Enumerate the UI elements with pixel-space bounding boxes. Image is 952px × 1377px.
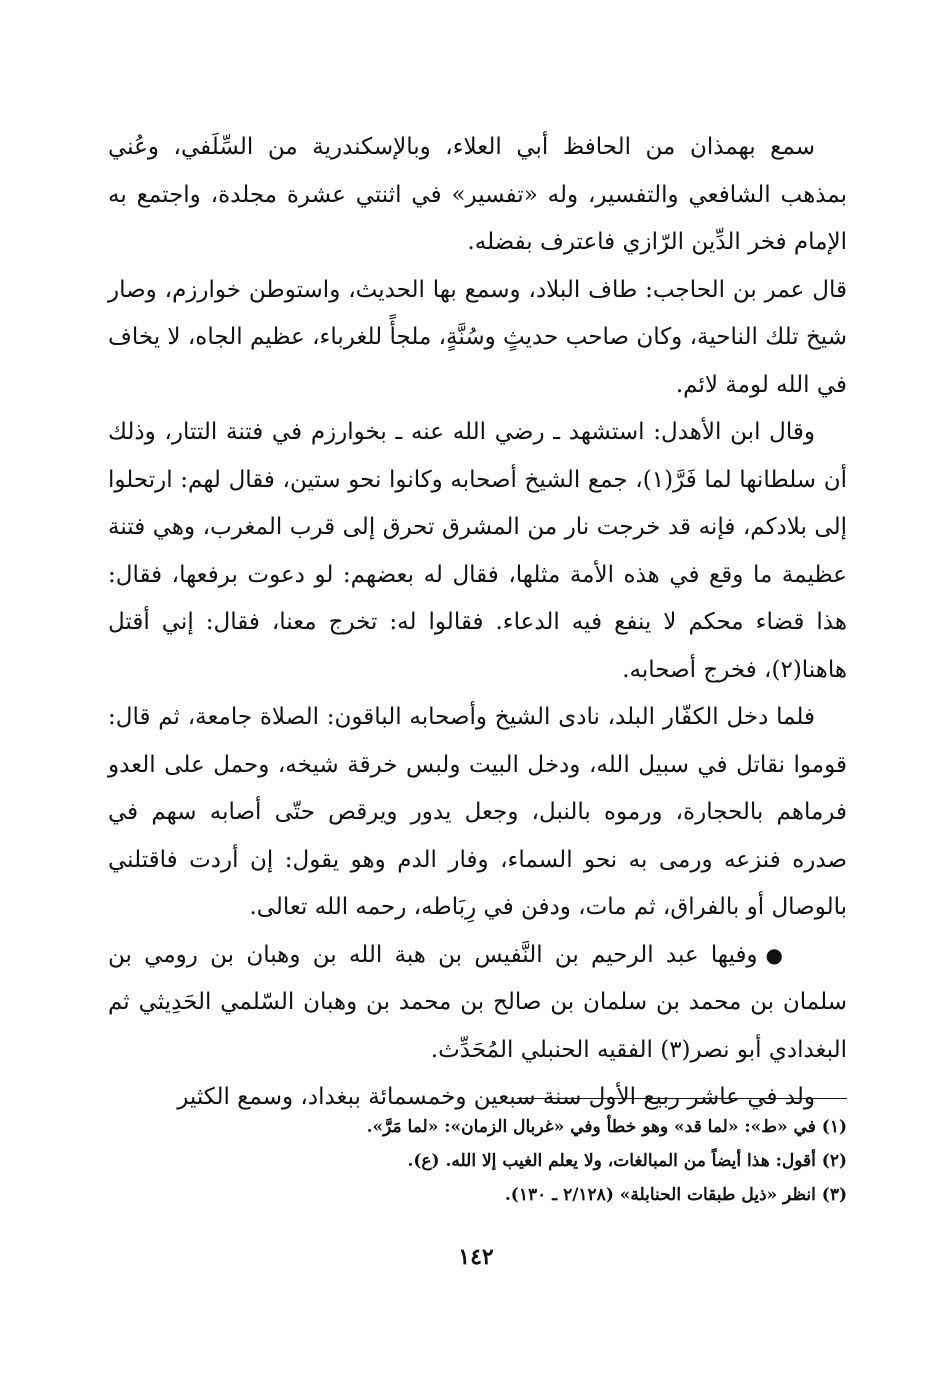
footnote-divider (517, 1098, 847, 1099)
paragraph-6: ولد في عاشر ربيع الأول سنة سبعين وخمسمائة ببغداد، وسمع الكثير (177, 1084, 815, 1110)
footnote-2: (٢) أقول: هذا أيضاً من المبالغات، ولا يعلم الغيب إلا الله. (ع). (407, 1151, 847, 1171)
paragraph-5 (108, 932, 847, 1075)
footnotes (108, 1110, 847, 1212)
paragraph-5-text: وفيها عبد الرحيم بن النَّفيس بن هبة الله بن وهبان بن رومي بن سلمان بن محمد بن سلمان بن صالح بن محمد بن وهبان السّلمي الحَدِيثي ثم البغدادي أبو نصر(٣) الفقيه الحنبلي المُحَدِّث. (108, 941, 847, 1063)
footnote-3: (٣) انظر «ذيل طبقات الحنابلة» (٢/١٢٨ ـ ١٣٠). (504, 1185, 847, 1205)
main-text (108, 124, 847, 1122)
paragraph-2: قال عمر بن الحاجب: طاف البلاد، وسمع بها الحديث، واستوطن خوارزم، وصار شيخ تلك الناحية، وكان صاحب حديثٍ وسُنَّةٍ، ملجأً للغرباء، عظيم الجاه، لا يخاف في الله لومة لائم. (108, 276, 847, 398)
footnote-1: (١) في «ط»: «لما قد» وهو خطأ وفي «غربال الزمان»: «لما مَرَّ». (366, 1117, 847, 1137)
page-number: ١٤٢ (458, 1244, 494, 1270)
bullet-icon: ● (765, 942, 783, 967)
paragraph-4: فلما دخل الكفّار البلد، نادى الشيخ وأصحابه الباقون: الصلاة جامعة، ثم قال: قوموا نقاتل في سبيل الله، ودخل البيت ولبس خرقة شيخه، وحمل على العدو فرماهم بالحجارة، ورموه بالنبل، وجعل يدور ويرقص حتّى أصابه سهم في صدره فنزعه ورمى به نحو السماء، وفار الدم وهو يقول: إن أردت فاقتلني بالوصال أو بالفراق، ثم مات، ودفن في رِبَاطه، رحمه الله تعالى. (108, 704, 847, 920)
paragraph-3: وقال ابن الأهدل: استشهد ـ رضي الله عنه ـ بخوارزم في فتنة التتار، وذلك أن سلطانها لما فَرَّ(١)، جمع الشيخ أصحابه وكانوا نحو ستين، فقال لهم: ارتحلوا إلى بلادكم، فإنه قد خرجت نار من المشرق تحرق إلى قرب المغرب، وهي فتنة عظيمة ما وقع في هذه الأمة مثلها، فقال له بعضهم: لو دعوت برفعها، فقال: هذا قضاء محكم لا ينفع فيه الدعاء. فقالوا له: تخرج معنا، فقال: إني أقتل هاهنا(٢)، فخرج أصحابه. (108, 419, 847, 683)
paragraph-1: سمع بهمذان من الحافظ أبي العلاء، وبالإسكندرية من السِّلَفي، وعُني بمذهب الشافعي والتفسير، وله «تفسير» في اثنتي عشرة مجلدة، واجتمع به الإمام فخر الدِّين الرّازي فاعترف بفضله. (108, 134, 847, 255)
